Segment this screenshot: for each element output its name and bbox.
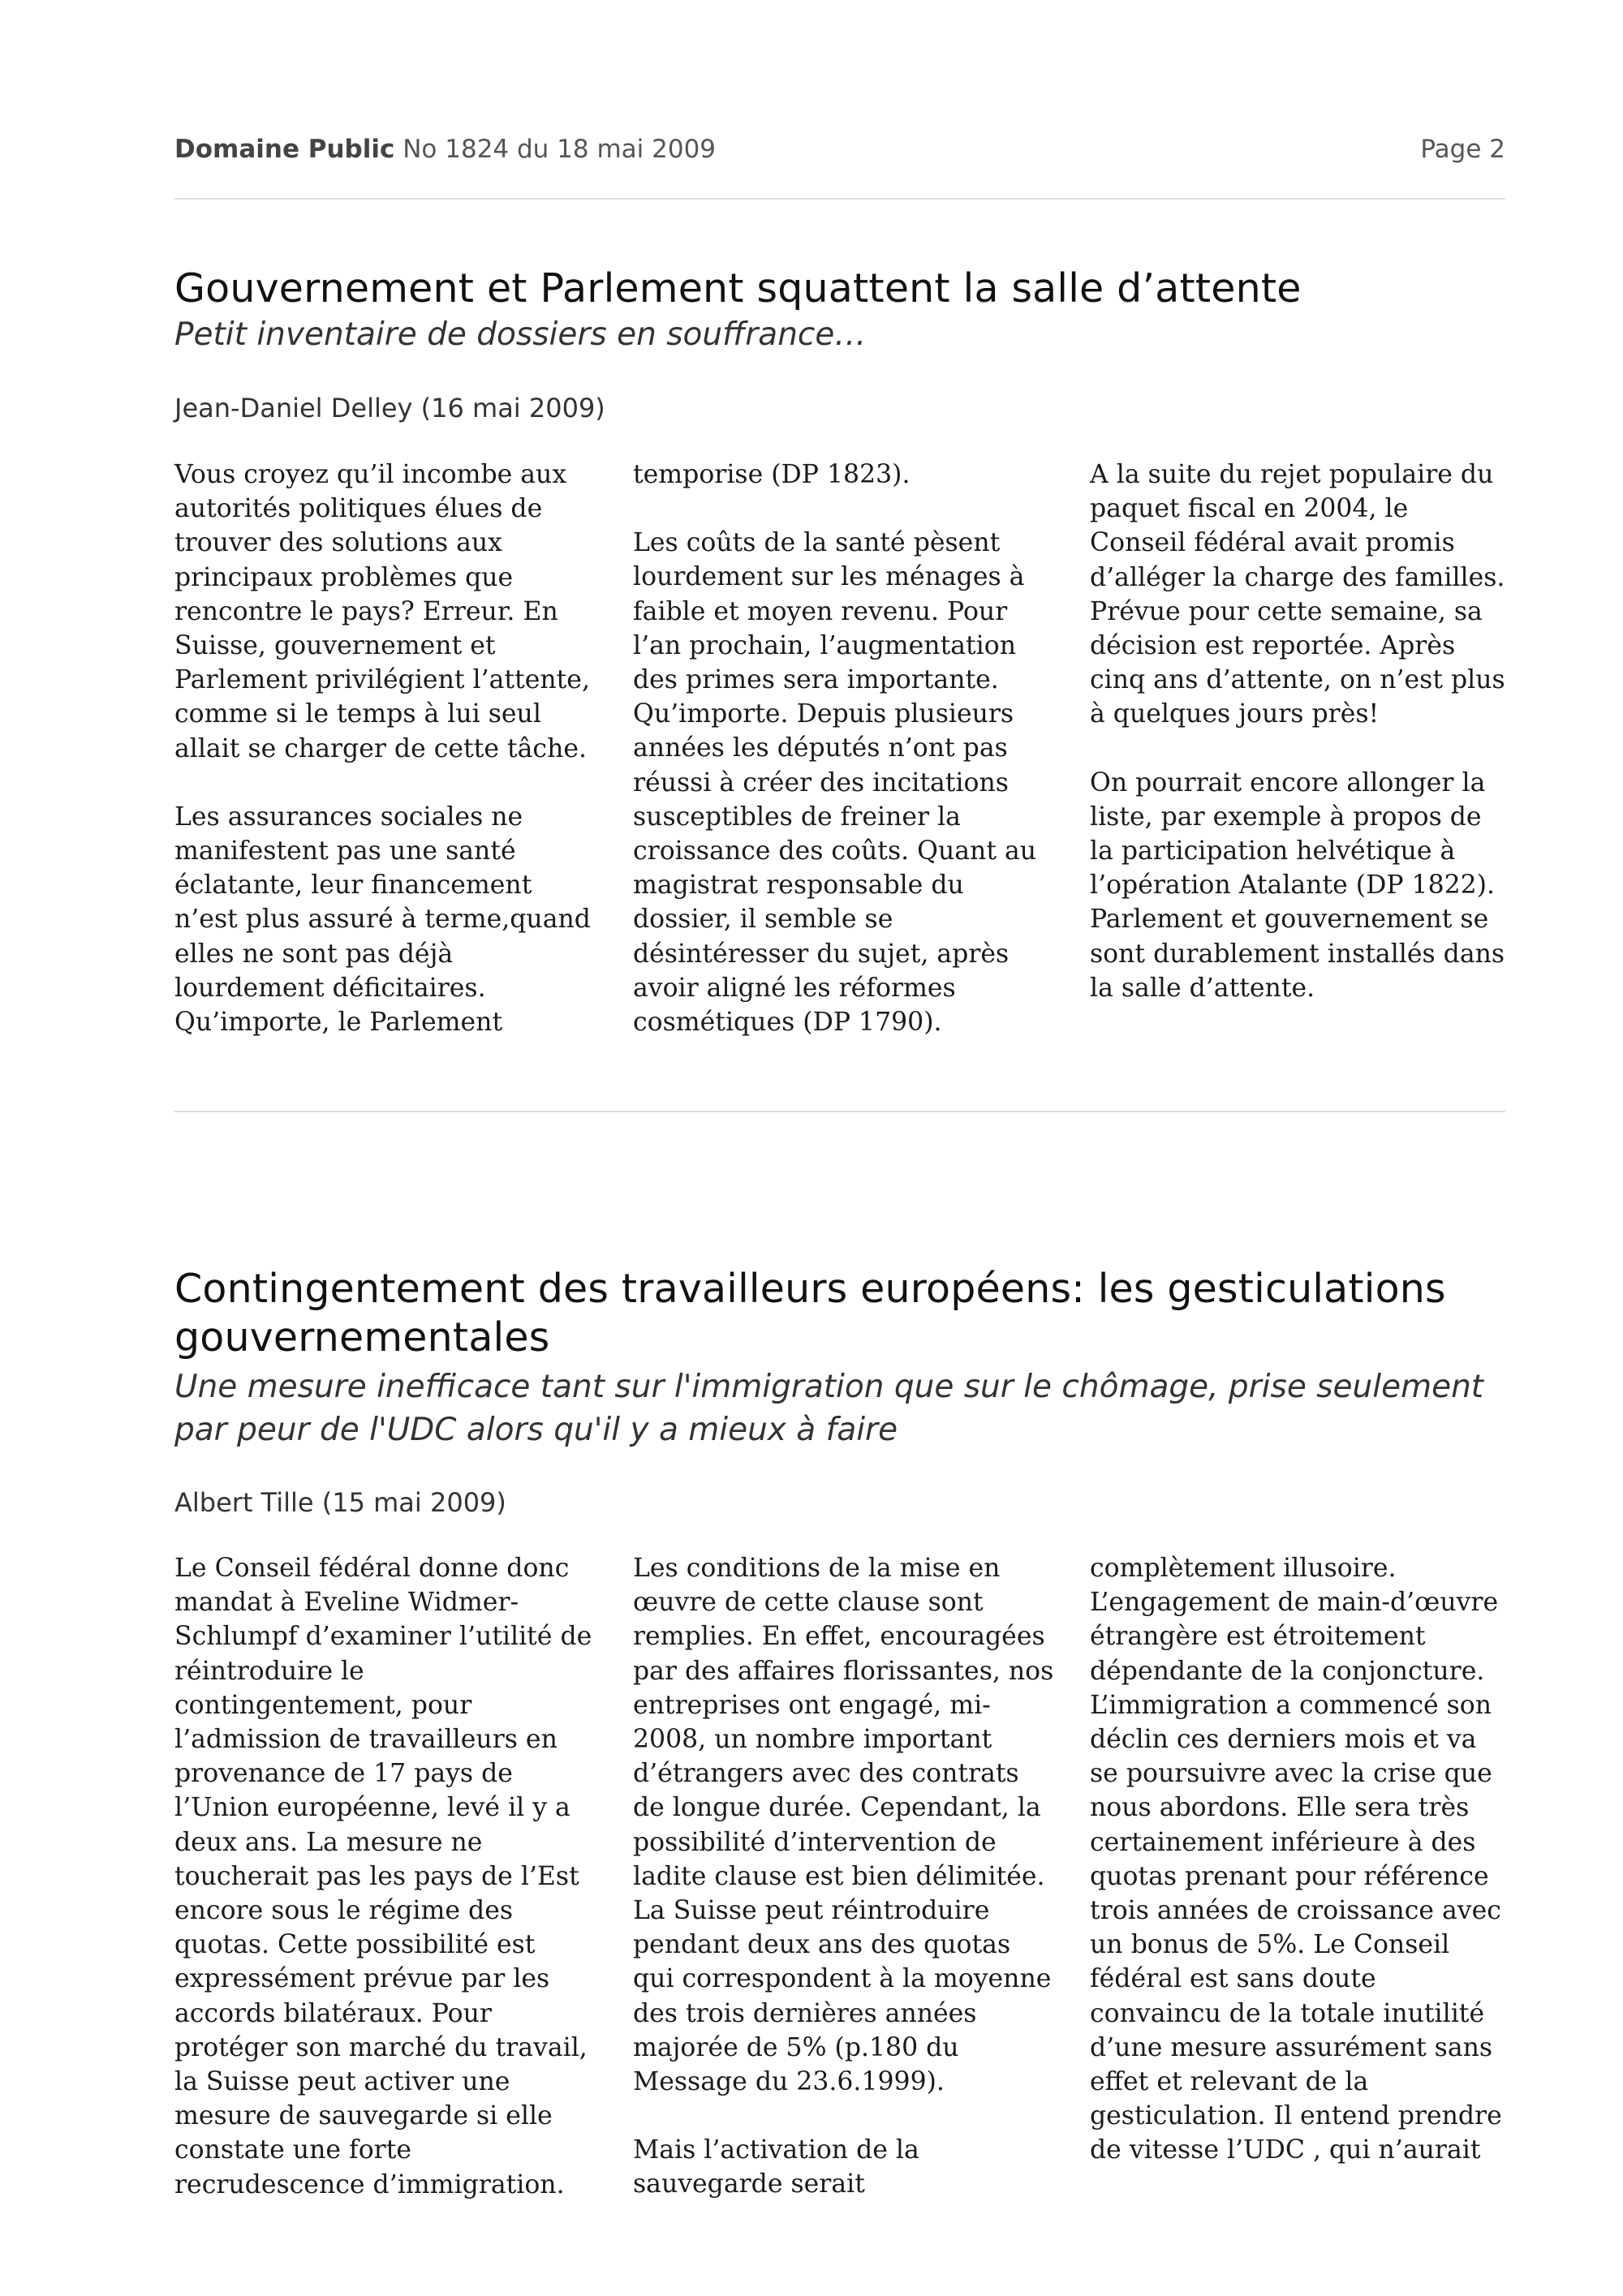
paragraph: complètement illusoire. L’engagement de main-d’œuvre étrangère est étroitement dépendante de la conjoncture. L’immigration a commencé son déclin ces derniers mois et va se poursuivre avec la crise que nous abordons. Elle sera très certainement inférieure à des quotas prenant pour référence trois années de croissance avec un bonus de 5%. Le Conseil fédéral est sans doute convaincu de la totale inutilité d’une mesure assurément sans effet et relevant de la gesticulation. Il entend prendre de vitesse l’UDC , qui n’aurait — [1090, 1554, 1502, 2165]
publication-name: Domaine Public — [174, 135, 395, 164]
paragraph: A la suite du rejet populaire du paquet fiscal en 2004, le Conseil fédéral avait promis d’alléger la charge des familles. Prévue pour cette semaine, sa décision est reportée. Après cinq ans d’attente, on n’est plus à quelques jours près! — [1090, 460, 1505, 729]
issue-info: No 1824 du 18 mai 2009 — [403, 135, 717, 164]
article-column — [633, 458, 1055, 1039]
paragraph: Les conditions de la mise en œuvre de cette clause sont remplies. En effet, encouragées par des affaires florissantes, nos entreprises ont engagé, mi-2008, un nombre important d’étrangers avec des contrats de longue durée. Cependant, la possibilité d’intervention de ladite clause est bien délimitée. La Suisse peut réintroduire pendant deux ans des quotas qui correspondent à la moyenne des trois dernières années majorée de 5% (p.180 du Message du 23.6.1999). — [633, 1554, 1054, 2097]
article-byline: Jean-Daniel Delley (16 mai 2009) — [174, 393, 605, 424]
paragraph: Les assurances sociales ne manifestent pas une santé éclatante, leur financement n’est plus assuré à terme,quand elles ne sont pas déjà lourdement déficitaires. Qu’importe, le Parlement — [174, 802, 591, 1038]
article-column — [1090, 458, 1512, 1005]
article-title: Contingentement des travailleurs européens: les gesticulations gouvernementales — [174, 1266, 1446, 1361]
page-header — [174, 135, 1505, 175]
article-subtitle: Une mesure inefficace tant sur l'immigration que sur le chômage, prise seulement par peur de l'UDC alors qu'il y a mieux à faire — [174, 1369, 1484, 1448]
article-divider — [174, 1111, 1505, 1112]
article-column — [174, 458, 596, 1039]
article-byline: Albert Tille (15 mai 2009) — [174, 1487, 506, 1518]
article-title: Gouvernement et Parlement squattent la salle d’attente — [174, 265, 1302, 312]
paragraph: Les coûts de la santé pèsent lourdement sur les ménages à faible et moyen revenu. Pour l’an prochain, l’augmentation des primes sera importante. Qu’importe. Depuis plusieurs années les députés n’ont pas réussi à créer des incitations susceptibles de freiner la croissance des coûts. Quant au magistrat responsable du dossier, il semble se désintéresser du sujet, après avoir aligné les réformes cosmétiques (DP 1790). — [633, 528, 1037, 1038]
paragraph: Vous croyez qu’il incombe aux autorités politiques élues de trouver des solutions aux principaux problèmes que rencontre le pays? Erreur. En Suisse, gouvernement et Parlement privilégient l’attente, comme si le temps à lui seul allait se charger de cette tâche. — [174, 460, 590, 763]
paragraph: On pourrait encore allonger la liste, par exemple à propos de la participation helvétique à l’opération Atalante (DP 1822). Parlement et gouvernement se sont durablement installés dans la salle d’attente. — [1090, 767, 1505, 1003]
article-column — [633, 1551, 1055, 2202]
paragraph: Mais l’activation de la sauvegarde serait — [633, 2135, 919, 2199]
header-divider — [174, 198, 1505, 200]
article-column — [1090, 1551, 1512, 2168]
paragraph: Le Conseil fédéral donne donc mandat à Eveline Widmer-Schlumpf d’examiner l’utilité de réintroduire le contingentement, pour l’admission de travailleurs en provenance de 17 pays de l’Union européenne, levé il y a deux ans. La mesure ne toucherait pas les pays de l’Est encore sous le régime des quotas. Cette possibilité est expressément prévue par les accords bilatéraux. Pour protéger son marché du travail, la Suisse peut activer une mesure de sauvegarde si elle constate une forte recrudescence d’immigration. — [174, 1554, 592, 2199]
paragraph: temporise (DP 1823). — [633, 460, 911, 489]
article-column — [174, 1551, 596, 2202]
article-subtitle: Petit inventaire de dossiers en souffrance… — [174, 316, 867, 353]
page-number: Page 2 — [1420, 135, 1505, 164]
